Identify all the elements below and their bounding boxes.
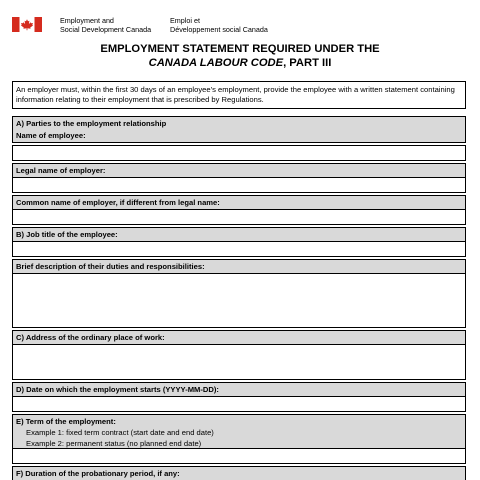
common-name-label-row [12, 195, 466, 210]
probation-label-row [12, 466, 466, 480]
form-title-line1: EMPLOYMENT STATEMENT REQUIRED UNDER THE [100, 43, 380, 55]
department-name-french [170, 16, 268, 34]
legal-name-employer-label: Legal name of employer: [12, 163, 466, 178]
legal-name-employer-field[interactable] [12, 177, 466, 193]
department-fr-line1: Emploi et [170, 16, 200, 25]
department-header [12, 16, 312, 36]
department-en-line2: Social Development Canada [60, 25, 152, 34]
term-heading: E) Term of the employment: [16, 417, 116, 426]
job-title-field[interactable] [12, 241, 466, 257]
start-date-field[interactable] [12, 396, 466, 412]
term-field[interactable] [12, 448, 466, 464]
term-example-1: Example 1: fixed term contract (start date and end date) [26, 428, 214, 437]
intro-paragraph: An employer must, within the first 30 days of an employee’s employment, provide the employee with a written statement containing information relating to their employment that is prescribed by Regulations. [12, 81, 466, 109]
job-title-label-row [12, 227, 466, 242]
job-title-label: B) Job title of the employee: [12, 227, 466, 242]
legal-name-label-row [12, 163, 466, 178]
name-employee-label: Name of employee: [12, 129, 466, 143]
name-employee-label-row [12, 129, 466, 143]
canada-flag-icon [12, 17, 42, 32]
duties-field[interactable] [12, 273, 466, 328]
form-title-code-name: CANADA LABOUR CODE [148, 57, 284, 69]
address-label-row [12, 330, 466, 345]
start-date-label-row [12, 382, 466, 397]
section-a-heading: A) Parties to the employment relationship [12, 116, 466, 131]
common-name-employer-field[interactable] [12, 209, 466, 225]
address-label: C) Address of the ordinary place of work: [12, 330, 466, 345]
form-title-part: , PART III [283, 57, 332, 69]
term-example-2: Example 2: permanent status (no planned end date) [26, 439, 202, 448]
name-employee-field[interactable] [12, 145, 466, 161]
form-title-line2 [0, 56, 480, 70]
address-field[interactable] [12, 344, 466, 380]
duties-label-row [12, 259, 466, 274]
duties-label: Brief description of their duties and responsibilities: [12, 259, 466, 274]
start-date-label: D) Date on which the employment starts (YYYY-MM-DD): [12, 382, 466, 397]
common-name-employer-label: Common name of employer, if different from legal name: [12, 195, 466, 210]
department-name-english [60, 16, 151, 34]
department-en-line1: Employment and [60, 16, 114, 25]
probation-label: F) Duration of the probationary period, if any: [12, 466, 466, 480]
department-fr-line2: Développement social Canada [170, 25, 268, 34]
